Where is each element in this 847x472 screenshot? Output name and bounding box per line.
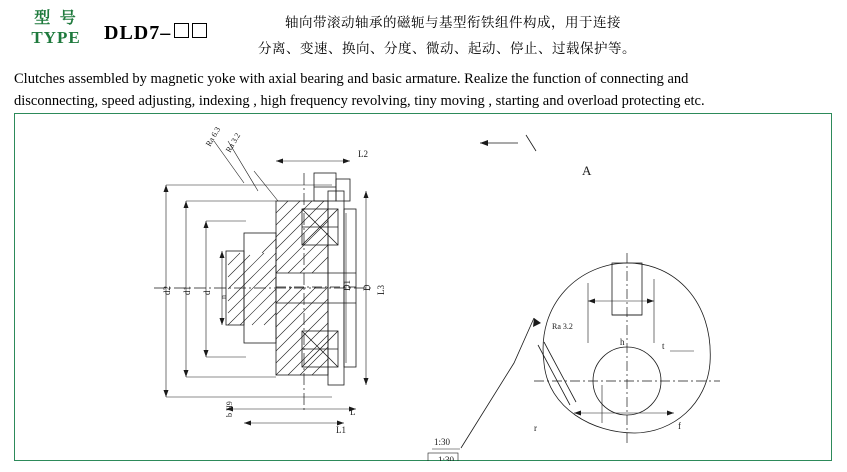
type-block <box>16 8 96 48</box>
label-D: D <box>362 284 372 291</box>
description-cn-line-2: 分离、变速、换向、分度、微动、起动、停止、过载保护等。 <box>258 41 636 57</box>
label-t: t <box>662 341 665 351</box>
model-placeholder-box-1 <box>174 23 189 38</box>
label-keyway: b H9 <box>225 401 234 417</box>
type-label-cn: 型 号 <box>34 8 78 27</box>
label-ra-detail: Ra 3.2 <box>552 322 573 331</box>
label-L3: L3 <box>376 285 386 295</box>
label-h: h <box>620 337 625 347</box>
description-en-line-1: Clutches assembled by magnetic yoke with axial bearing and basic armature. Realize the function of connecting and <box>14 71 689 87</box>
model-placeholder-box-2 <box>192 23 207 38</box>
label-ra2: Ra 3.2 <box>223 131 243 154</box>
label-ra1: Ra 6.3 <box>203 125 223 148</box>
detail-view-label: A <box>582 163 592 178</box>
label-r: r <box>534 423 537 433</box>
taper-note: 1:30 <box>434 437 451 447</box>
model-number <box>104 22 207 45</box>
taper-note-2: 1:30 <box>438 455 455 461</box>
label-f: f <box>678 421 681 431</box>
label-L1: L1 <box>336 425 346 435</box>
description-en <box>14 68 834 112</box>
model-prefix: DLD7– <box>104 22 172 44</box>
label-n: n <box>219 295 228 299</box>
type-label-en: TYPE <box>31 28 81 47</box>
label-D1: D1 <box>342 280 352 291</box>
description-cn-line-1: 轴向带滚动轴承的磁轭与基型衔铁组件构成，用于连接 <box>285 15 621 31</box>
label-d1: d1 <box>182 286 192 295</box>
label-L: L <box>350 407 356 417</box>
description-en-line-2: disconnecting, speed adjusting, indexing , high frequency revolving, tiny moving , starting and overload protecting etc. <box>14 93 705 109</box>
label-d: d <box>202 290 212 295</box>
label-L2: L2 <box>358 149 368 159</box>
label-d2: d2 <box>162 286 172 295</box>
technical-drawing <box>14 113 832 461</box>
